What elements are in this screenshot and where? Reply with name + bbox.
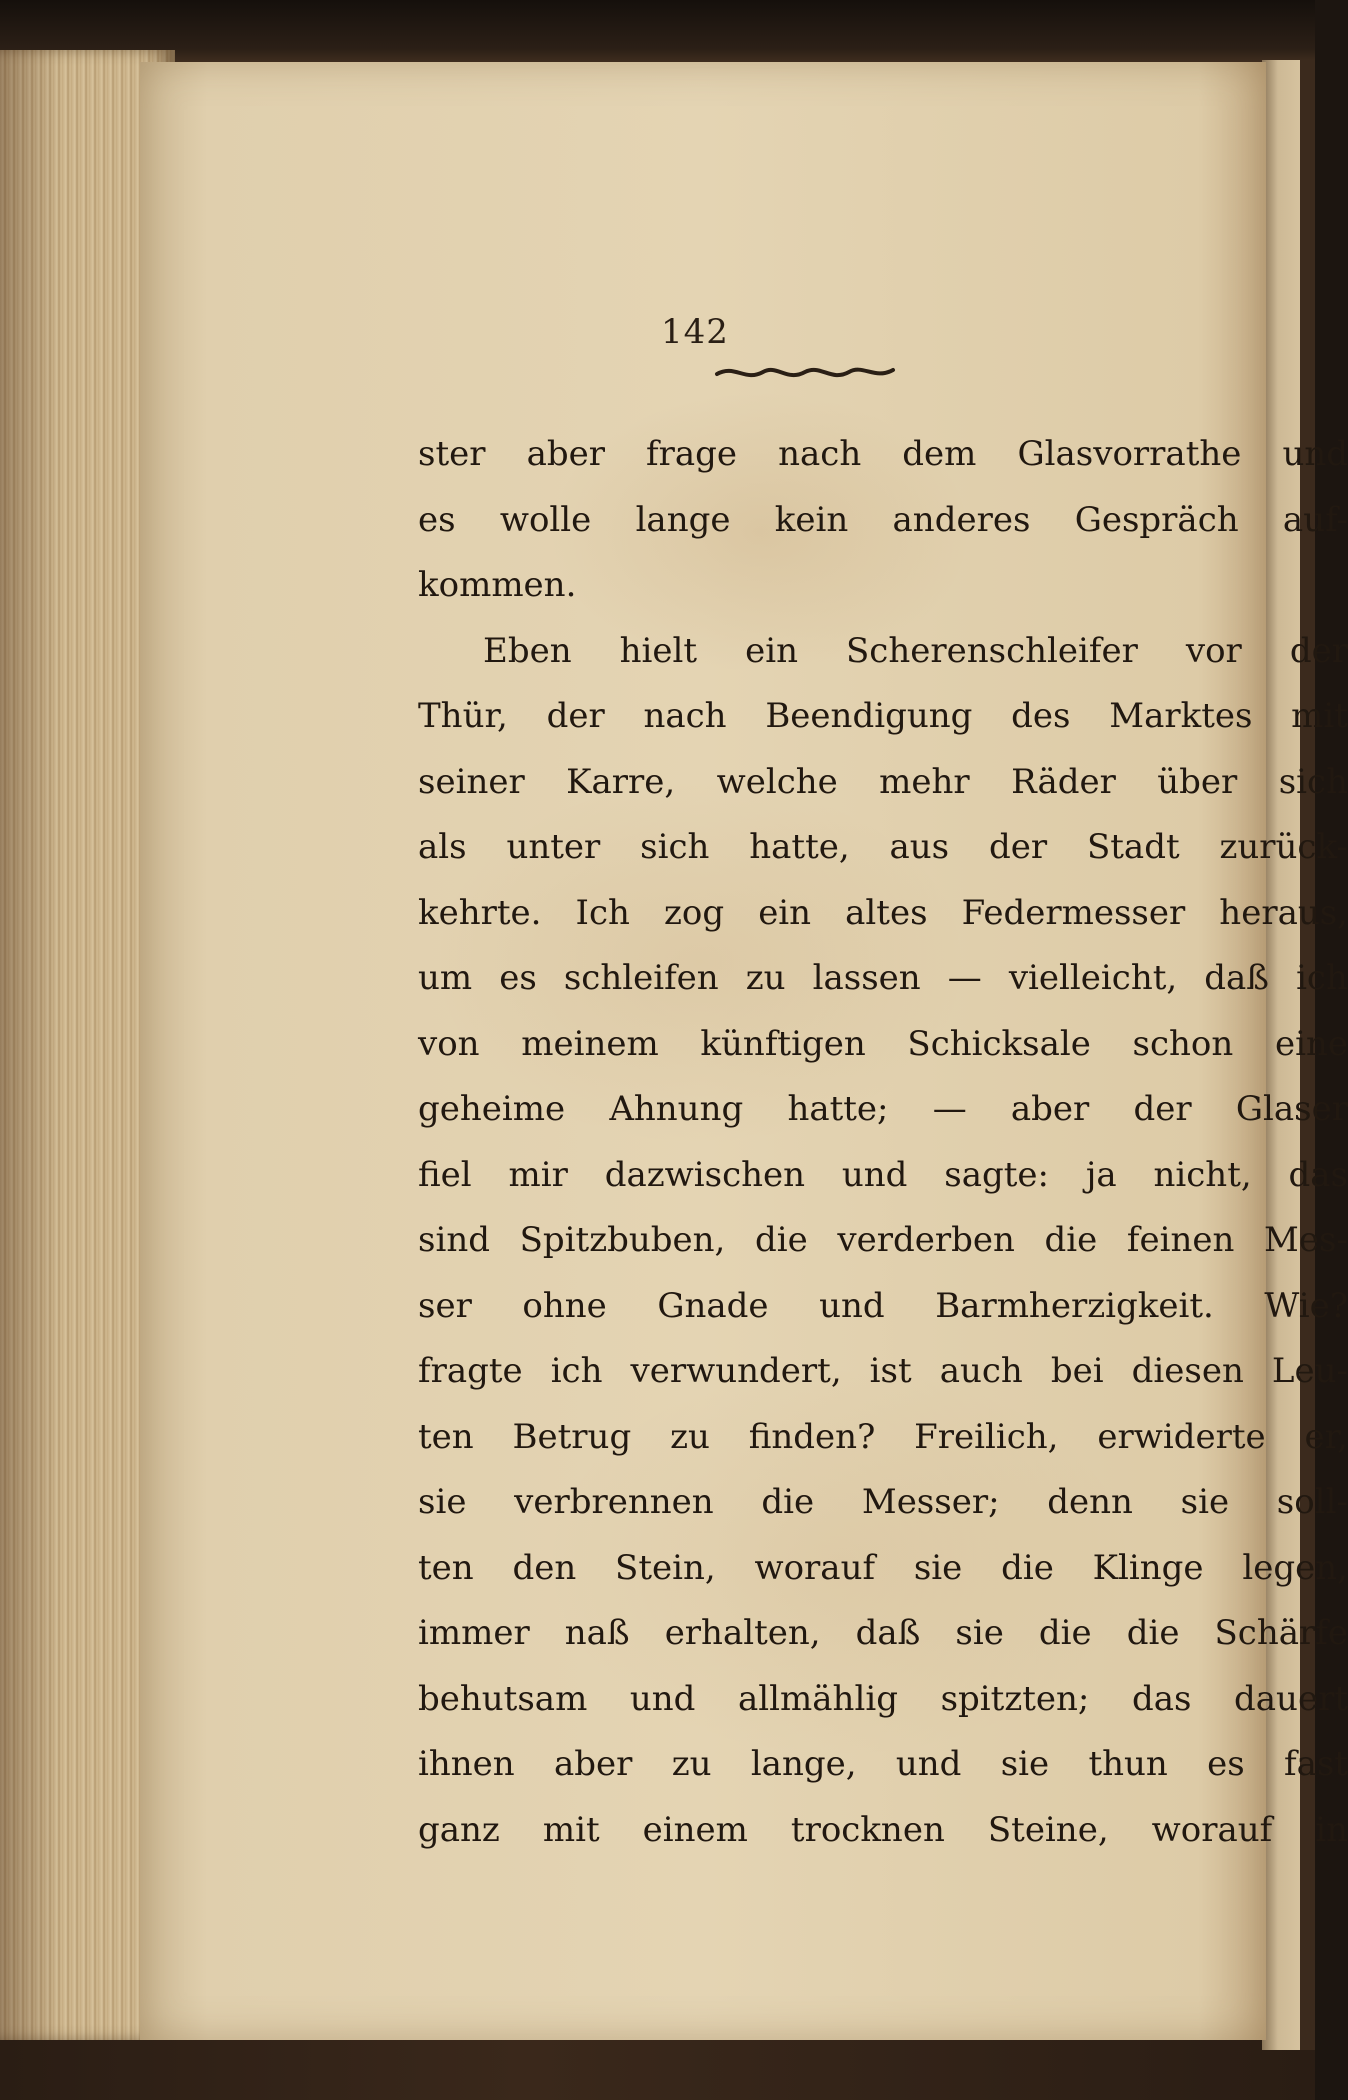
word: ster xyxy=(418,434,486,474)
text-line xyxy=(418,1536,1348,1602)
word: feinen xyxy=(1126,1220,1235,1260)
word: mit xyxy=(542,1809,600,1850)
word: ten xyxy=(418,1416,474,1457)
word: er, xyxy=(1304,1416,1348,1457)
word: dazwischen xyxy=(604,1154,806,1195)
word: sie xyxy=(1180,1482,1230,1522)
word: Scherenschleifer xyxy=(846,630,1138,671)
word: Räder xyxy=(1011,761,1116,802)
word: auf- xyxy=(1282,499,1348,540)
word: und xyxy=(841,1154,908,1195)
word: Gespräch xyxy=(1074,499,1239,540)
word: der xyxy=(988,827,1048,867)
word: die xyxy=(1038,1613,1092,1653)
word: und xyxy=(819,1285,885,1326)
word: Wie? xyxy=(1264,1285,1348,1326)
word: in xyxy=(1315,1809,1348,1850)
word: von xyxy=(418,1023,480,1064)
word: Schicksale xyxy=(907,1023,1091,1064)
word: Karre, xyxy=(566,761,676,802)
word: immer xyxy=(418,1613,530,1653)
word: Glaser xyxy=(1235,1089,1348,1129)
word: geheime xyxy=(418,1089,566,1129)
text-line xyxy=(418,422,1348,488)
text-line xyxy=(418,1143,1348,1209)
word: lange xyxy=(635,499,731,540)
word: anderes xyxy=(892,499,1031,540)
word: Steine, xyxy=(987,1809,1109,1850)
word: Schärfe xyxy=(1214,1613,1348,1653)
body-text xyxy=(418,422,1348,1863)
page-number: 142 xyxy=(661,312,729,352)
word: hatte; xyxy=(787,1089,889,1129)
word: sind xyxy=(418,1220,490,1260)
word: ich xyxy=(550,1351,603,1391)
word: schon xyxy=(1132,1023,1234,1064)
word: Freilich, xyxy=(914,1416,1059,1457)
word: vielleicht, xyxy=(1008,958,1178,998)
word: ten xyxy=(418,1547,474,1588)
text-line xyxy=(418,1601,1348,1667)
word: Klinge xyxy=(1092,1547,1204,1588)
word: Gnade xyxy=(657,1285,769,1326)
word: worauf xyxy=(754,1547,876,1588)
word: denn xyxy=(1047,1482,1133,1522)
word: sie xyxy=(1000,1744,1050,1784)
word: zu xyxy=(745,958,786,998)
word: finden? xyxy=(748,1416,876,1457)
word: mir xyxy=(508,1154,568,1195)
text-line xyxy=(418,619,1348,685)
word: welche xyxy=(716,761,838,802)
word: aber xyxy=(526,434,605,474)
word: aus xyxy=(889,827,950,867)
book-page xyxy=(140,62,1348,2040)
word: dem xyxy=(902,434,977,474)
word: Federmesser xyxy=(961,892,1186,933)
text-line xyxy=(418,553,1348,619)
word: sie xyxy=(913,1547,963,1588)
word: behutsam xyxy=(418,1678,588,1719)
word: es xyxy=(1207,1744,1245,1784)
text-line xyxy=(418,1274,1348,1340)
word: die xyxy=(1044,1220,1098,1260)
word: unter xyxy=(506,827,601,867)
word: daß xyxy=(855,1613,921,1653)
word: Stein, xyxy=(615,1547,716,1588)
word: ich xyxy=(1296,958,1348,998)
word: Beendigung xyxy=(765,696,973,736)
text-line xyxy=(418,1798,1348,1864)
word: daß xyxy=(1204,958,1269,998)
text-line xyxy=(418,684,1348,750)
word: Messer; xyxy=(861,1482,1000,1522)
word: die xyxy=(1001,1547,1054,1588)
text-line xyxy=(418,1405,1348,1471)
word: vor xyxy=(1185,630,1242,671)
word: heraus, xyxy=(1219,892,1348,933)
word: die xyxy=(1126,1613,1180,1653)
word: trocknen xyxy=(790,1809,945,1850)
word: mehr xyxy=(879,761,970,802)
word: Glasvorrathe xyxy=(1017,434,1242,474)
word: Ich xyxy=(575,892,630,933)
text-line xyxy=(418,881,1348,947)
word: das xyxy=(1288,1154,1348,1195)
word: erwiderte xyxy=(1097,1416,1266,1457)
word: des xyxy=(1011,696,1071,736)
text-line xyxy=(418,1339,1348,1405)
text-line xyxy=(418,1732,1348,1798)
word: die xyxy=(755,1220,808,1260)
book-cover-edge xyxy=(0,0,1315,70)
word: nach xyxy=(643,696,727,736)
word: einem xyxy=(642,1809,748,1850)
word: ganz xyxy=(418,1809,500,1850)
word: und xyxy=(629,1678,696,1719)
word: zurück- xyxy=(1219,827,1348,867)
word: sich xyxy=(1278,761,1348,802)
word: das xyxy=(1131,1678,1192,1719)
word: Eben xyxy=(483,630,572,671)
word: wolle xyxy=(499,499,592,540)
word: um xyxy=(418,958,473,998)
word: zu xyxy=(670,1416,710,1457)
word: sie xyxy=(418,1482,467,1522)
word: spitzten; xyxy=(940,1678,1090,1719)
text-line xyxy=(418,946,1348,1012)
word: erhalten, xyxy=(664,1613,821,1653)
word: dauert xyxy=(1234,1678,1348,1719)
word: worauf xyxy=(1151,1809,1273,1850)
word: naß xyxy=(564,1613,630,1653)
word: über xyxy=(1157,761,1238,802)
word: fiel xyxy=(418,1154,472,1195)
word: legen, xyxy=(1242,1547,1348,1588)
word: fragte xyxy=(418,1351,523,1391)
word: sie xyxy=(955,1613,1004,1653)
word: den xyxy=(512,1547,577,1588)
ornament-divider xyxy=(715,360,895,384)
word: ein xyxy=(745,630,798,671)
word: thun xyxy=(1088,1744,1168,1784)
word: die xyxy=(761,1482,815,1522)
word: kein xyxy=(774,499,849,540)
word: als xyxy=(418,827,467,867)
word: diesen xyxy=(1131,1351,1244,1391)
word: Mes- xyxy=(1264,1220,1348,1260)
text-line xyxy=(418,1077,1348,1143)
word: verderben xyxy=(837,1220,1015,1260)
word: ohne xyxy=(522,1285,607,1326)
word: zog xyxy=(663,892,725,933)
word: es xyxy=(418,499,456,540)
word: frage xyxy=(646,434,738,474)
word: ja xyxy=(1085,1154,1117,1195)
word: — xyxy=(932,1089,967,1129)
word: allmählig xyxy=(738,1678,898,1719)
text-line xyxy=(418,750,1348,816)
word: verwundert, xyxy=(630,1351,842,1391)
text-line xyxy=(418,815,1348,881)
word: mit xyxy=(1291,696,1348,736)
word: und xyxy=(895,1744,962,1784)
text-line xyxy=(418,1012,1348,1078)
word: sagte: xyxy=(944,1154,1050,1195)
word: bei xyxy=(1050,1351,1104,1391)
word: auch xyxy=(939,1351,1023,1391)
word: künftigen xyxy=(700,1023,866,1064)
word: meinem xyxy=(521,1023,659,1064)
word: fast xyxy=(1284,1744,1348,1784)
word: nach xyxy=(778,434,862,474)
word: Stadt xyxy=(1086,827,1180,867)
word: aber xyxy=(553,1744,633,1784)
word: hatte, xyxy=(749,827,850,867)
word: es xyxy=(499,958,537,998)
word: ser xyxy=(418,1285,472,1326)
text-line xyxy=(418,488,1348,554)
word: Betrug xyxy=(512,1416,632,1457)
word: nicht, xyxy=(1153,1154,1252,1195)
word: kehrte. xyxy=(418,892,542,933)
word: Barmherzigkeit. xyxy=(935,1285,1214,1326)
word: schleifen xyxy=(563,958,719,998)
word: sich xyxy=(640,827,710,867)
word: ist xyxy=(869,1351,912,1391)
word: altes xyxy=(845,892,928,933)
word: verbrennen xyxy=(514,1482,714,1522)
word: lange, xyxy=(750,1744,857,1784)
word: Spitzbuben, xyxy=(519,1220,726,1260)
word: der xyxy=(546,696,605,736)
text-line xyxy=(418,1208,1348,1274)
word: Ahnung xyxy=(609,1089,744,1129)
word: kommen. xyxy=(418,565,577,605)
word: soll- xyxy=(1276,1482,1348,1522)
word: und xyxy=(1282,434,1348,474)
word: eine xyxy=(1274,1023,1348,1064)
word: Thür, xyxy=(418,696,508,736)
word: aber xyxy=(1010,1089,1090,1129)
word: Leu- xyxy=(1271,1351,1348,1391)
word: — xyxy=(947,958,982,998)
word: seiner xyxy=(418,761,525,802)
word: der xyxy=(1133,1089,1192,1129)
word: zu xyxy=(671,1744,712,1784)
word: der xyxy=(1289,630,1348,671)
word: ein xyxy=(758,892,812,933)
word: ihnen xyxy=(418,1744,515,1784)
word: lassen xyxy=(812,958,921,998)
word: Marktes xyxy=(1109,696,1253,736)
text-line xyxy=(418,1667,1348,1733)
word: hielt xyxy=(619,630,698,671)
text-line xyxy=(418,1470,1348,1536)
